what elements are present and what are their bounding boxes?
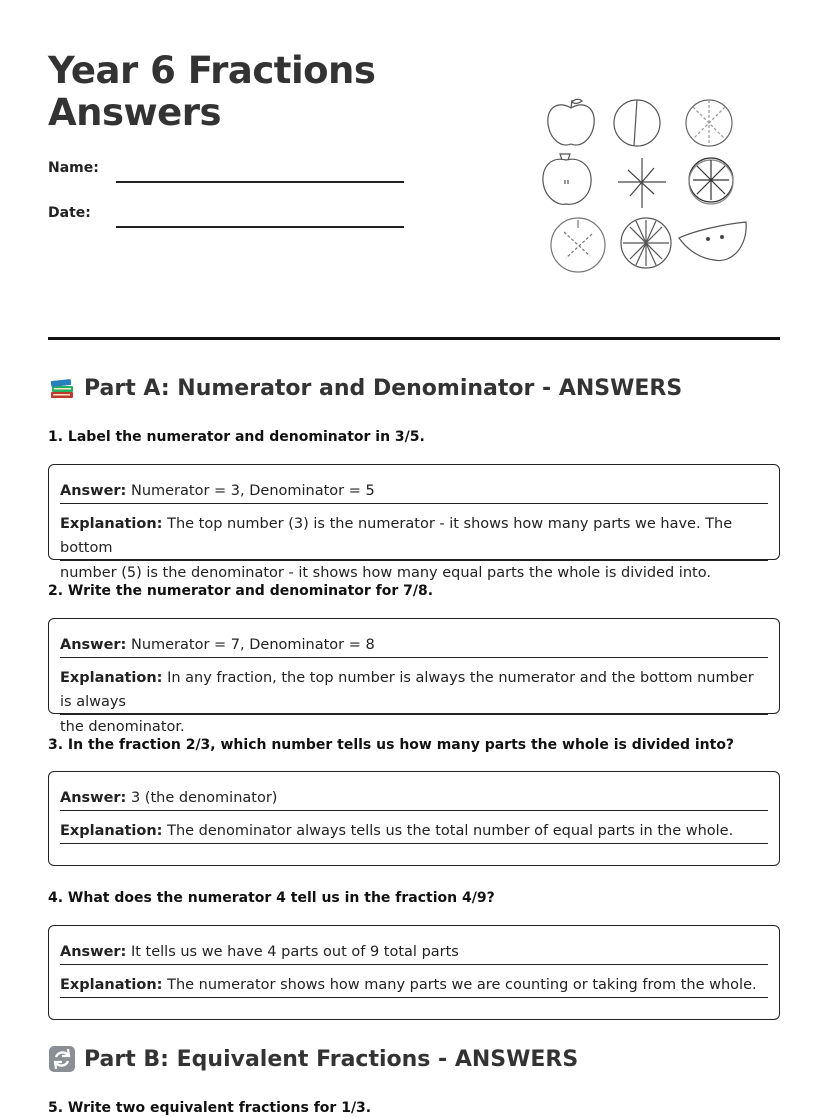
explanation-text-part2: number (5) is the denominator - it shows how many equal parts the whole is divided into. [60,565,711,581]
apple-icon [548,99,594,145]
part-b-heading-text: Part B: Equivalent Fractions - ANSWERS [84,1046,579,1072]
explanation-text-part1: In any fraction, the top number is always the numerator and the bottom number is always [60,670,754,710]
answer-text: 3 (the denominator) [130,790,278,806]
name-line[interactable] [116,181,404,183]
answer-label: Answer: [60,483,127,499]
sixteenths-circle-icon [621,218,671,268]
half-circle-icon [614,100,660,146]
explanation-3 [60,819,768,844]
page-title [48,50,375,134]
answer-line-2 [60,633,768,658]
part-b-heading [48,1045,578,1073]
answer-line-3 [60,786,768,811]
explanation-4 [60,973,768,998]
explanation-text-part1: The denominator always tells us the total number of equal parts in the whole. [167,823,734,839]
part-a-heading [48,374,682,402]
explanation-label: Explanation: [60,823,163,839]
date-field[interactable] [48,205,408,227]
watermelon-icon [679,222,746,261]
question-1: 1. Label the numerator and denominator in 3/5. [48,429,425,445]
part-a-heading-text: Part A: Numerator and Denominator - ANSWERS [84,375,683,401]
apple-icon [543,154,591,204]
star-lines-icon [618,158,666,208]
answer-label: Answer: [60,790,127,806]
explanation-text-part2: the denominator. [60,719,185,735]
explanation-1 [60,512,768,585]
name-field[interactable] [48,160,408,182]
answer-box-3 [48,771,780,866]
explanation-label: Explanation: [60,670,163,686]
answer-text: Numerator = 7, Denominator = 8 [130,637,375,653]
explanation-text-part1: The numerator shows how many parts we are counting or taking from the whole. [167,977,757,993]
eighths-circle-icon [551,218,605,272]
answer-label: Answer: [60,637,127,653]
explanation-2 [60,666,768,739]
name-label: Name: [48,160,99,176]
date-line[interactable] [116,226,404,228]
header-divider [48,337,780,340]
explanation-label: Explanation: [60,516,163,532]
question-2: 2. Write the numerator and denominator for 7/8. [48,583,434,599]
title-line-1: Year 6 Fractions [48,49,376,92]
answer-line-4 [60,940,768,965]
orange-icon [689,158,733,204]
question-3: 3. In the fraction 2/3, which number tells us how many parts the whole is divided into? [48,737,735,753]
answer-box-1 [48,464,780,581]
answer-box-2 [48,618,780,735]
repeat-arrows-icon [48,1045,76,1073]
answer-text: It tells us we have 4 parts out of 9 total parts [130,944,459,960]
question-4: 4. What does the numerator 4 tell us in the fraction 4/9? [48,890,495,906]
answer-line-1 [60,479,768,504]
title-line-2: Answers [48,91,222,134]
answer-text: Numerator = 3, Denominator = 5 [130,483,375,499]
books-icon [48,374,76,402]
answer-box-4 [48,925,780,1020]
explanation-label: Explanation: [60,977,163,993]
date-label: Date: [48,205,91,221]
eighths-circle-icon [686,100,732,146]
question-5: 5. Write two equivalent fractions for 1/3. [48,1100,372,1116]
answer-label: Answer: [60,944,127,960]
explanation-text-part1: The top number (3) is the numerator - it shows how many parts we have. The bottom [60,516,733,556]
fruit-illustrations [536,96,756,276]
